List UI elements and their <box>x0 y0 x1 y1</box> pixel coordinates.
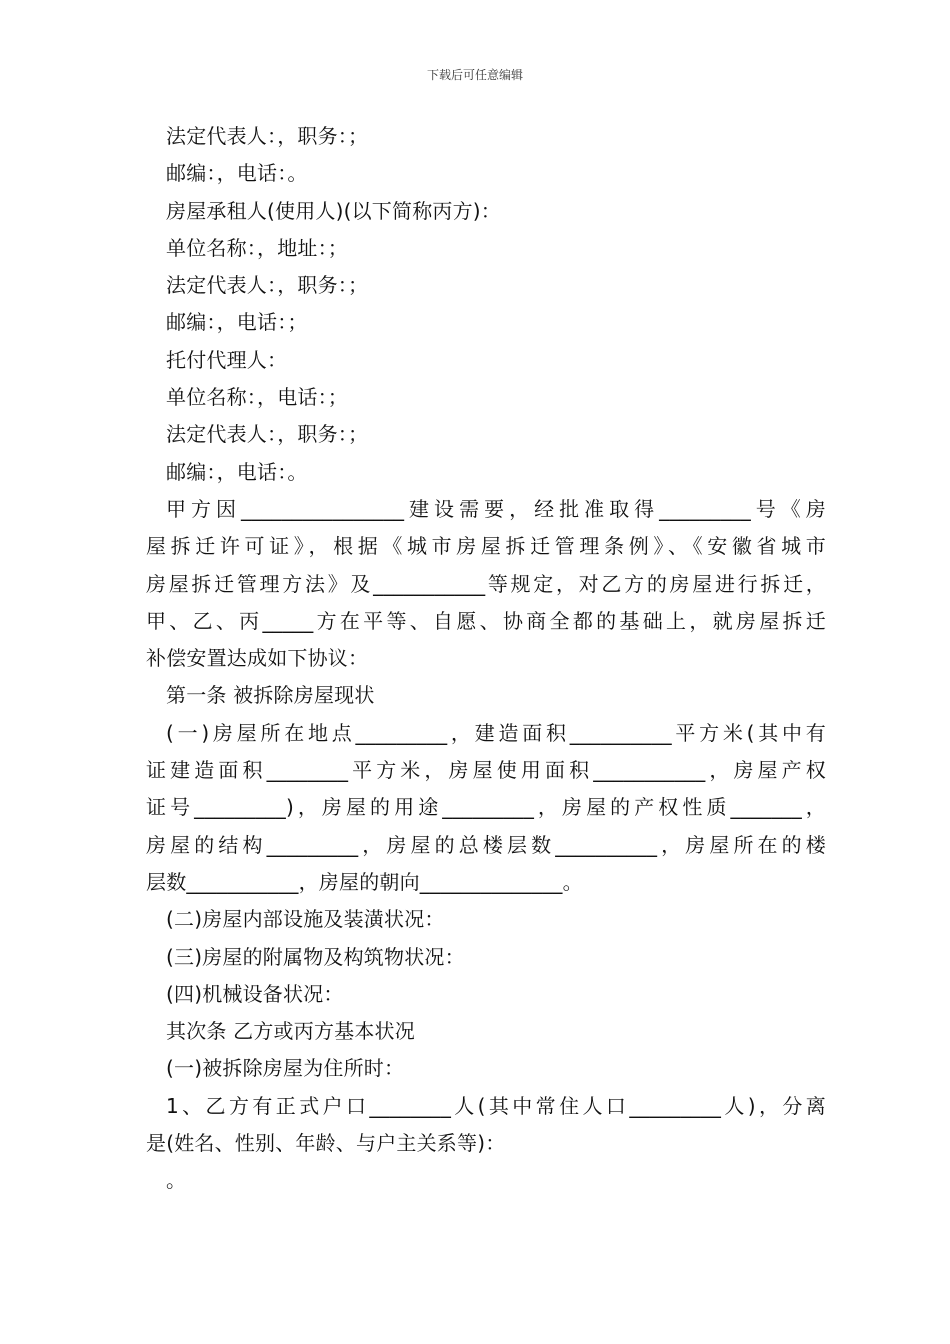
text-line: 邮编：，电话：； <box>166 310 308 335</box>
text-line: 证建造面积________平方米，房屋使用面积___________，房屋产权 <box>146 758 826 783</box>
text-line: 托付代理人： <box>166 347 288 372</box>
text-line: 。 <box>166 1168 187 1193</box>
text-line: 证号_________)，房屋的用途_________，房屋的产权性质_______， <box>146 795 826 820</box>
document-body <box>146 118 826 1200</box>
text-line: (一)房屋所在地点_________，建造面积__________平方米(其中有 <box>166 720 826 745</box>
text-line: 单位名称：，电话：； <box>166 385 348 410</box>
text-line: 补偿安置达成如下协议： <box>146 646 369 671</box>
section-heading: 其次条 乙方或丙方基本状况 <box>166 1019 415 1044</box>
text-line: 邮编：，电话：。 <box>166 161 308 186</box>
text-line: 1、乙方有正式户口________人(其中常住人口_________人)，分离 <box>166 1093 826 1118</box>
section-heading: 第一条 被拆除房屋现状 <box>166 683 375 708</box>
text-line: (四)机械设备状况： <box>166 981 344 1006</box>
text-line: 法定代表人：，职务：； <box>166 422 369 447</box>
page-header: 下载后可任意编辑 <box>426 68 523 82</box>
text-line: 房屋承租人(使用人)(以下简称丙方)： <box>166 198 502 223</box>
text-line: (三)房屋的附属物及构筑物状况： <box>166 944 465 969</box>
text-line: 法定代表人：，职务：； <box>166 273 369 298</box>
text-line: 屋拆迁许可证》，根据《城市房屋拆迁管理条例》、《安徽省城市 <box>146 534 826 559</box>
text-line: 甲方因________________建设需要，经批准取得_________号《房 <box>166 496 826 521</box>
text-line: 是(姓名、性别、年龄、与户主关系等)： <box>146 1131 506 1156</box>
text-line: 房屋的结构_________，房屋的总楼层数__________，房屋所在的楼 <box>146 832 826 857</box>
text-line: 层数___________，房屋的朝向______________。 <box>146 869 583 894</box>
text-line: 甲、乙、丙_____方在平等、自愿、协商全都的基础上，就房屋拆迁 <box>146 608 826 633</box>
text-line: (二)房屋内部设施及装潢状况： <box>166 907 445 932</box>
text-line: 邮编：，电话：。 <box>166 459 308 484</box>
text-line: 法定代表人：，职务：； <box>166 124 369 148</box>
text-line: (一)被拆除房屋为住所时： <box>166 1056 405 1081</box>
text-line: 单位名称：，地址：； <box>166 235 348 260</box>
text-line: 房屋拆迁管理方法》及___________等规定，对乙方的房屋进行拆迁， <box>146 571 826 596</box>
